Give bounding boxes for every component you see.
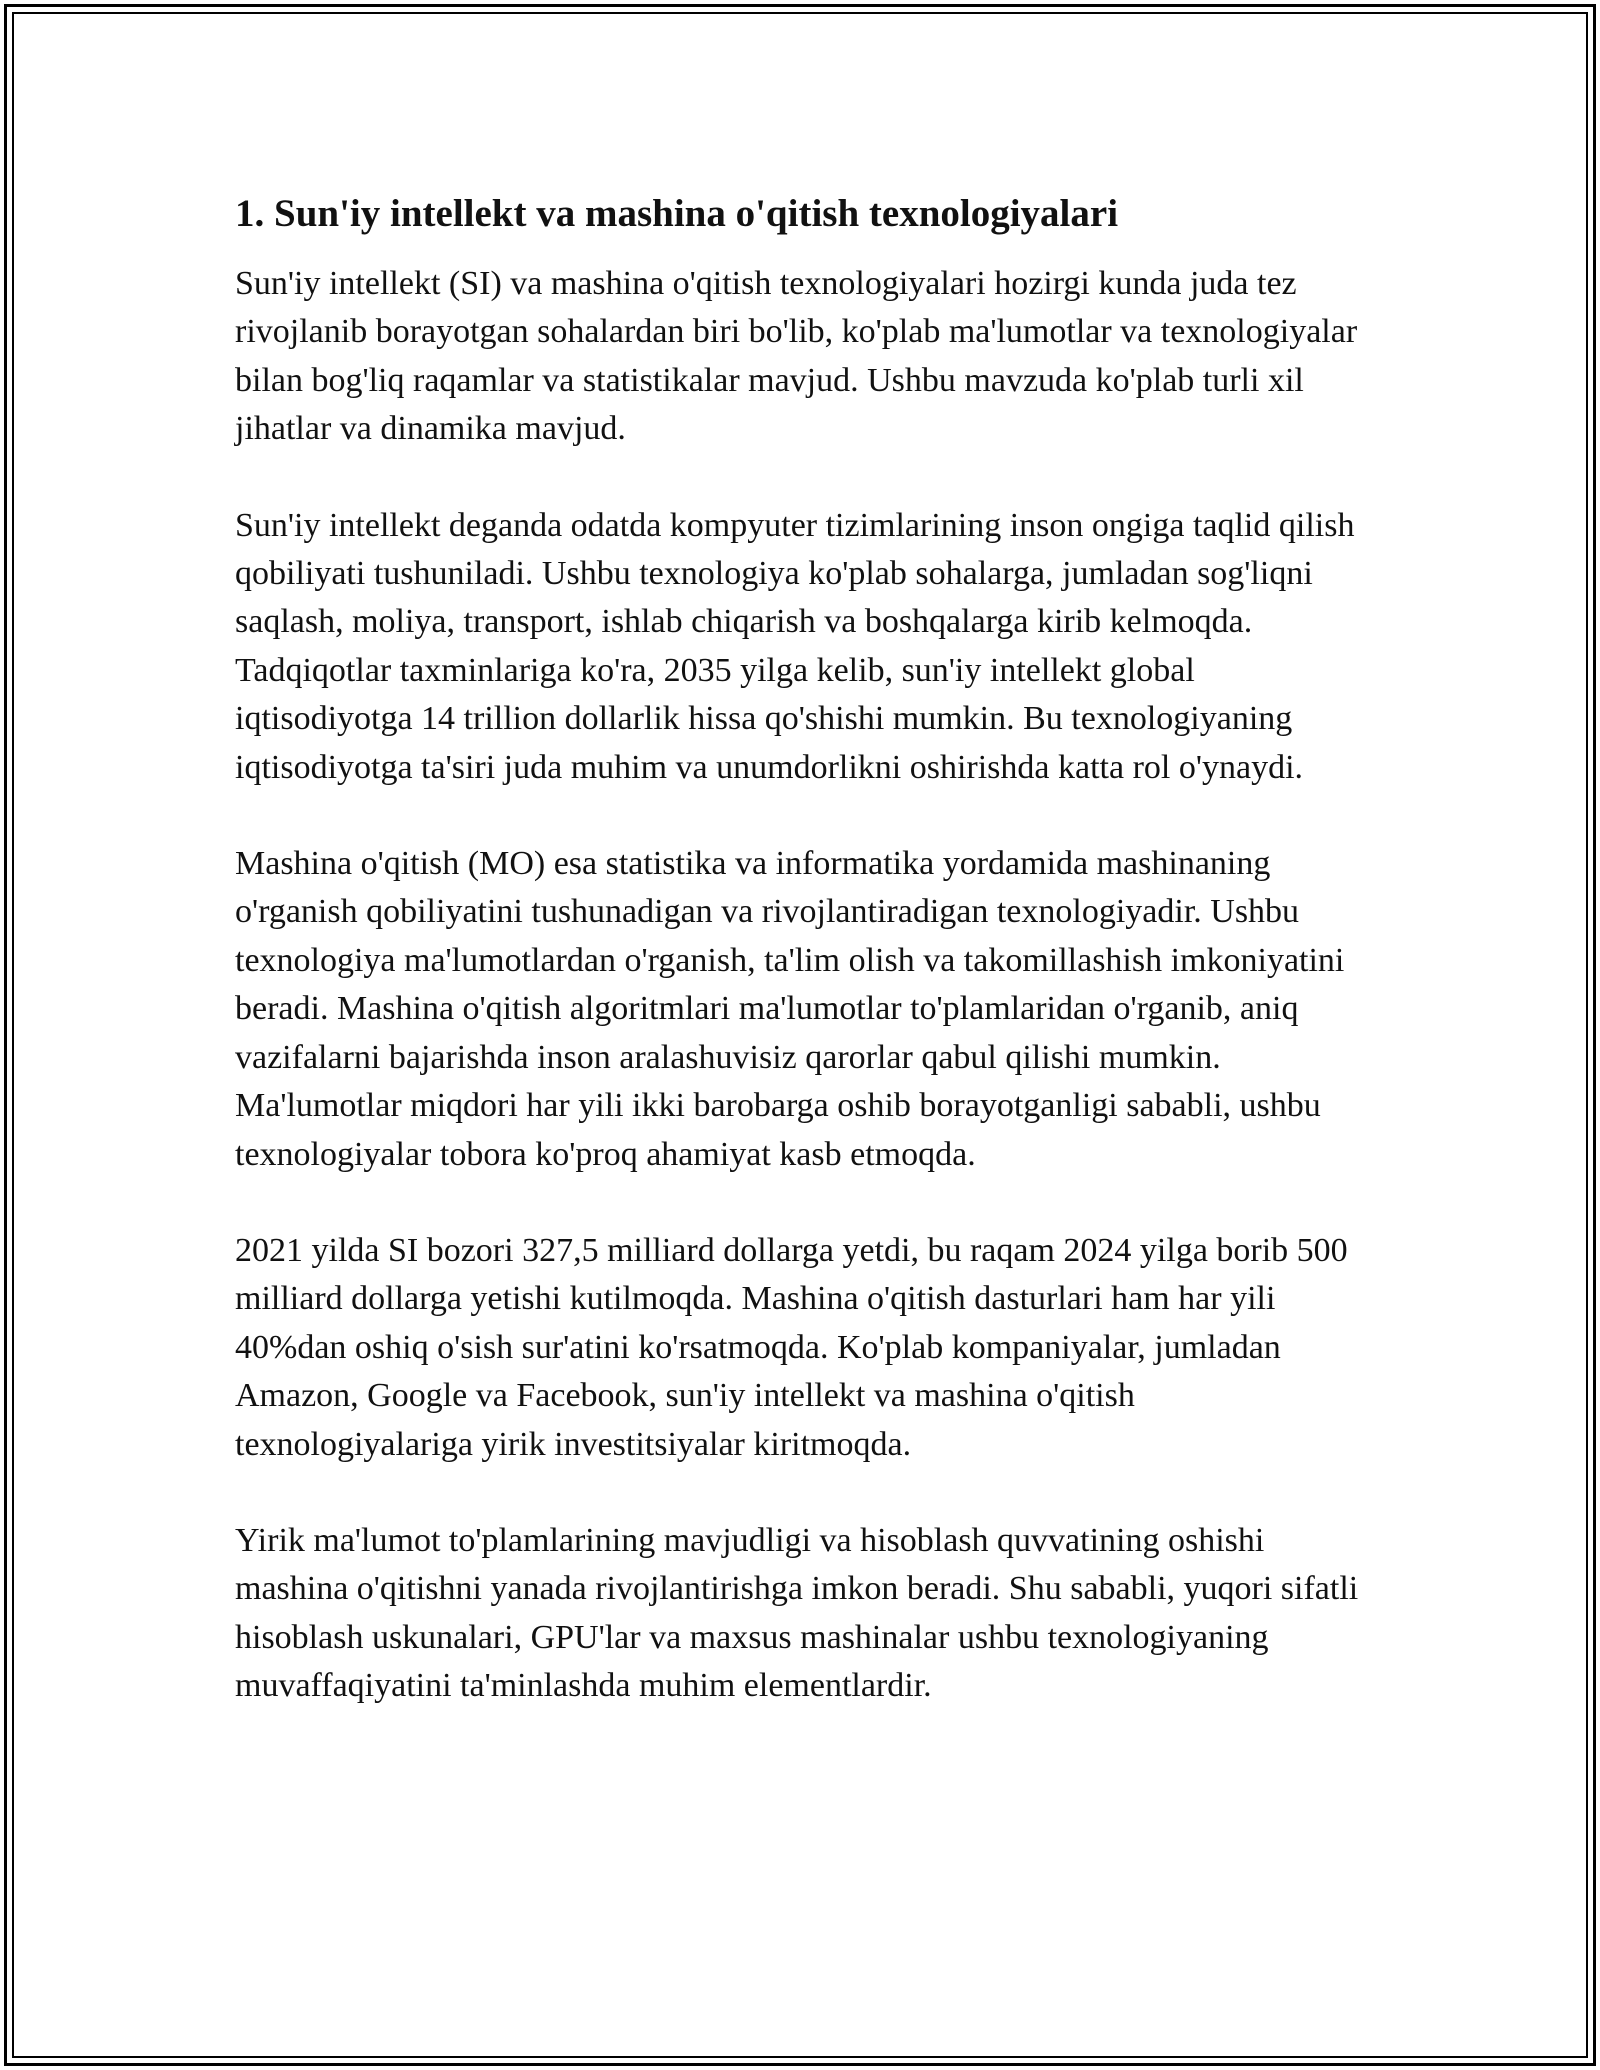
section-heading: 1. Sun'iy intellekt va mashina o'qitish texnologiyalari bbox=[235, 192, 1119, 235]
paragraph-intro: Sun'iy intellekt (SI) va mashina o'qitish texnologiyalari hozirgi kunda juda tez rivojlanib borayotgan sohalardan biri bo'lib, ko'plab ma'lumotlar va texnologiyalar bilan bog'liq raqamlar va statistikalar mavjud. Ushbu mavzuda ko'plab turli xil jihatlar va dinamika mavjud. bbox=[235, 265, 1358, 448]
paragraph-market-stats: 2021 yilda SI bozori 327,5 milliard dollarga yetdi, bu raqam 2024 yilga borib 500 milliard dollarga yetishi kutilmoqda. Mashina o'qitish dasturlari ham har yili 40%dan oshiq o'sish sur'atini ko'rsatmoqda. Ko'plab kompaniyalar, jumladan Amazon, Google va Facebook, sun'iy intellekt va mashina o'qitish texnologiyalariga yirik investitsiyalar kiritmoqda. bbox=[235, 1231, 1348, 1463]
paragraph-ml-definition: Mashina o'qitish (MO) esa statistika va informatika yordamida mashinaning o'rganish qobiliyatini tushunadigan va rivojlantiradigan texnologiyadir. Ushbu texnologiya ma'lumotlardan o'rganish, ta'lim olish va takomillashish imkoniyatini beradi. Mashina o'qitish algoritmlari ma'lumotlar to'plamlaridan o'rganib, aniq vazifalarni bajarishda inson aralashuvisiz qarorlar qabul qilishi mumkin. Ma'lumotlar miqdori har yili ikki barobarga oshib borayotganligi sababli, ushbu texnologiyalar tobora ko'proq ahamiyat kasb etmoqda. bbox=[235, 845, 1345, 1173]
document-body bbox=[235, 188, 1375, 1759]
paragraph-ai-definition: Sun'iy intellekt deganda odatda kompyuter tizimlarining inson ongiga taqlid qilish qobiliyati tushuniladi. Ushbu texnologiya ko'plab sohalarga, jumladan sog'liqni saqlash, moliya, transport, ishlab chiqarish va boshqalarga kirib kelmoqda. Tadqiqotlar taxminlariga ko'ra, 2035 yilga kelib, sun'iy intellekt global iqtisodiyotga 14 trillion dollarlik hissa qo'shishi mumkin. Bu texnologiyaning iqtisodiyotga ta'siri juda muhim va unumdorlikni oshirishda katta rol o'ynaydi. bbox=[235, 506, 1355, 786]
paragraph-compute-resources: Yirik ma'lumot to'plamlarining mavjudligi va hisoblash quvvatining oshishi mashina o'qitishni yanada rivojlantirishga imkon beradi. Shu sababli, yuqori sifatli hisoblash uskunalari, GPU'lar va maxsus mashinalar ushbu texnologiyaning muvaffaqiyatini ta'minlashda muhim elementlardir. bbox=[235, 1521, 1359, 1705]
